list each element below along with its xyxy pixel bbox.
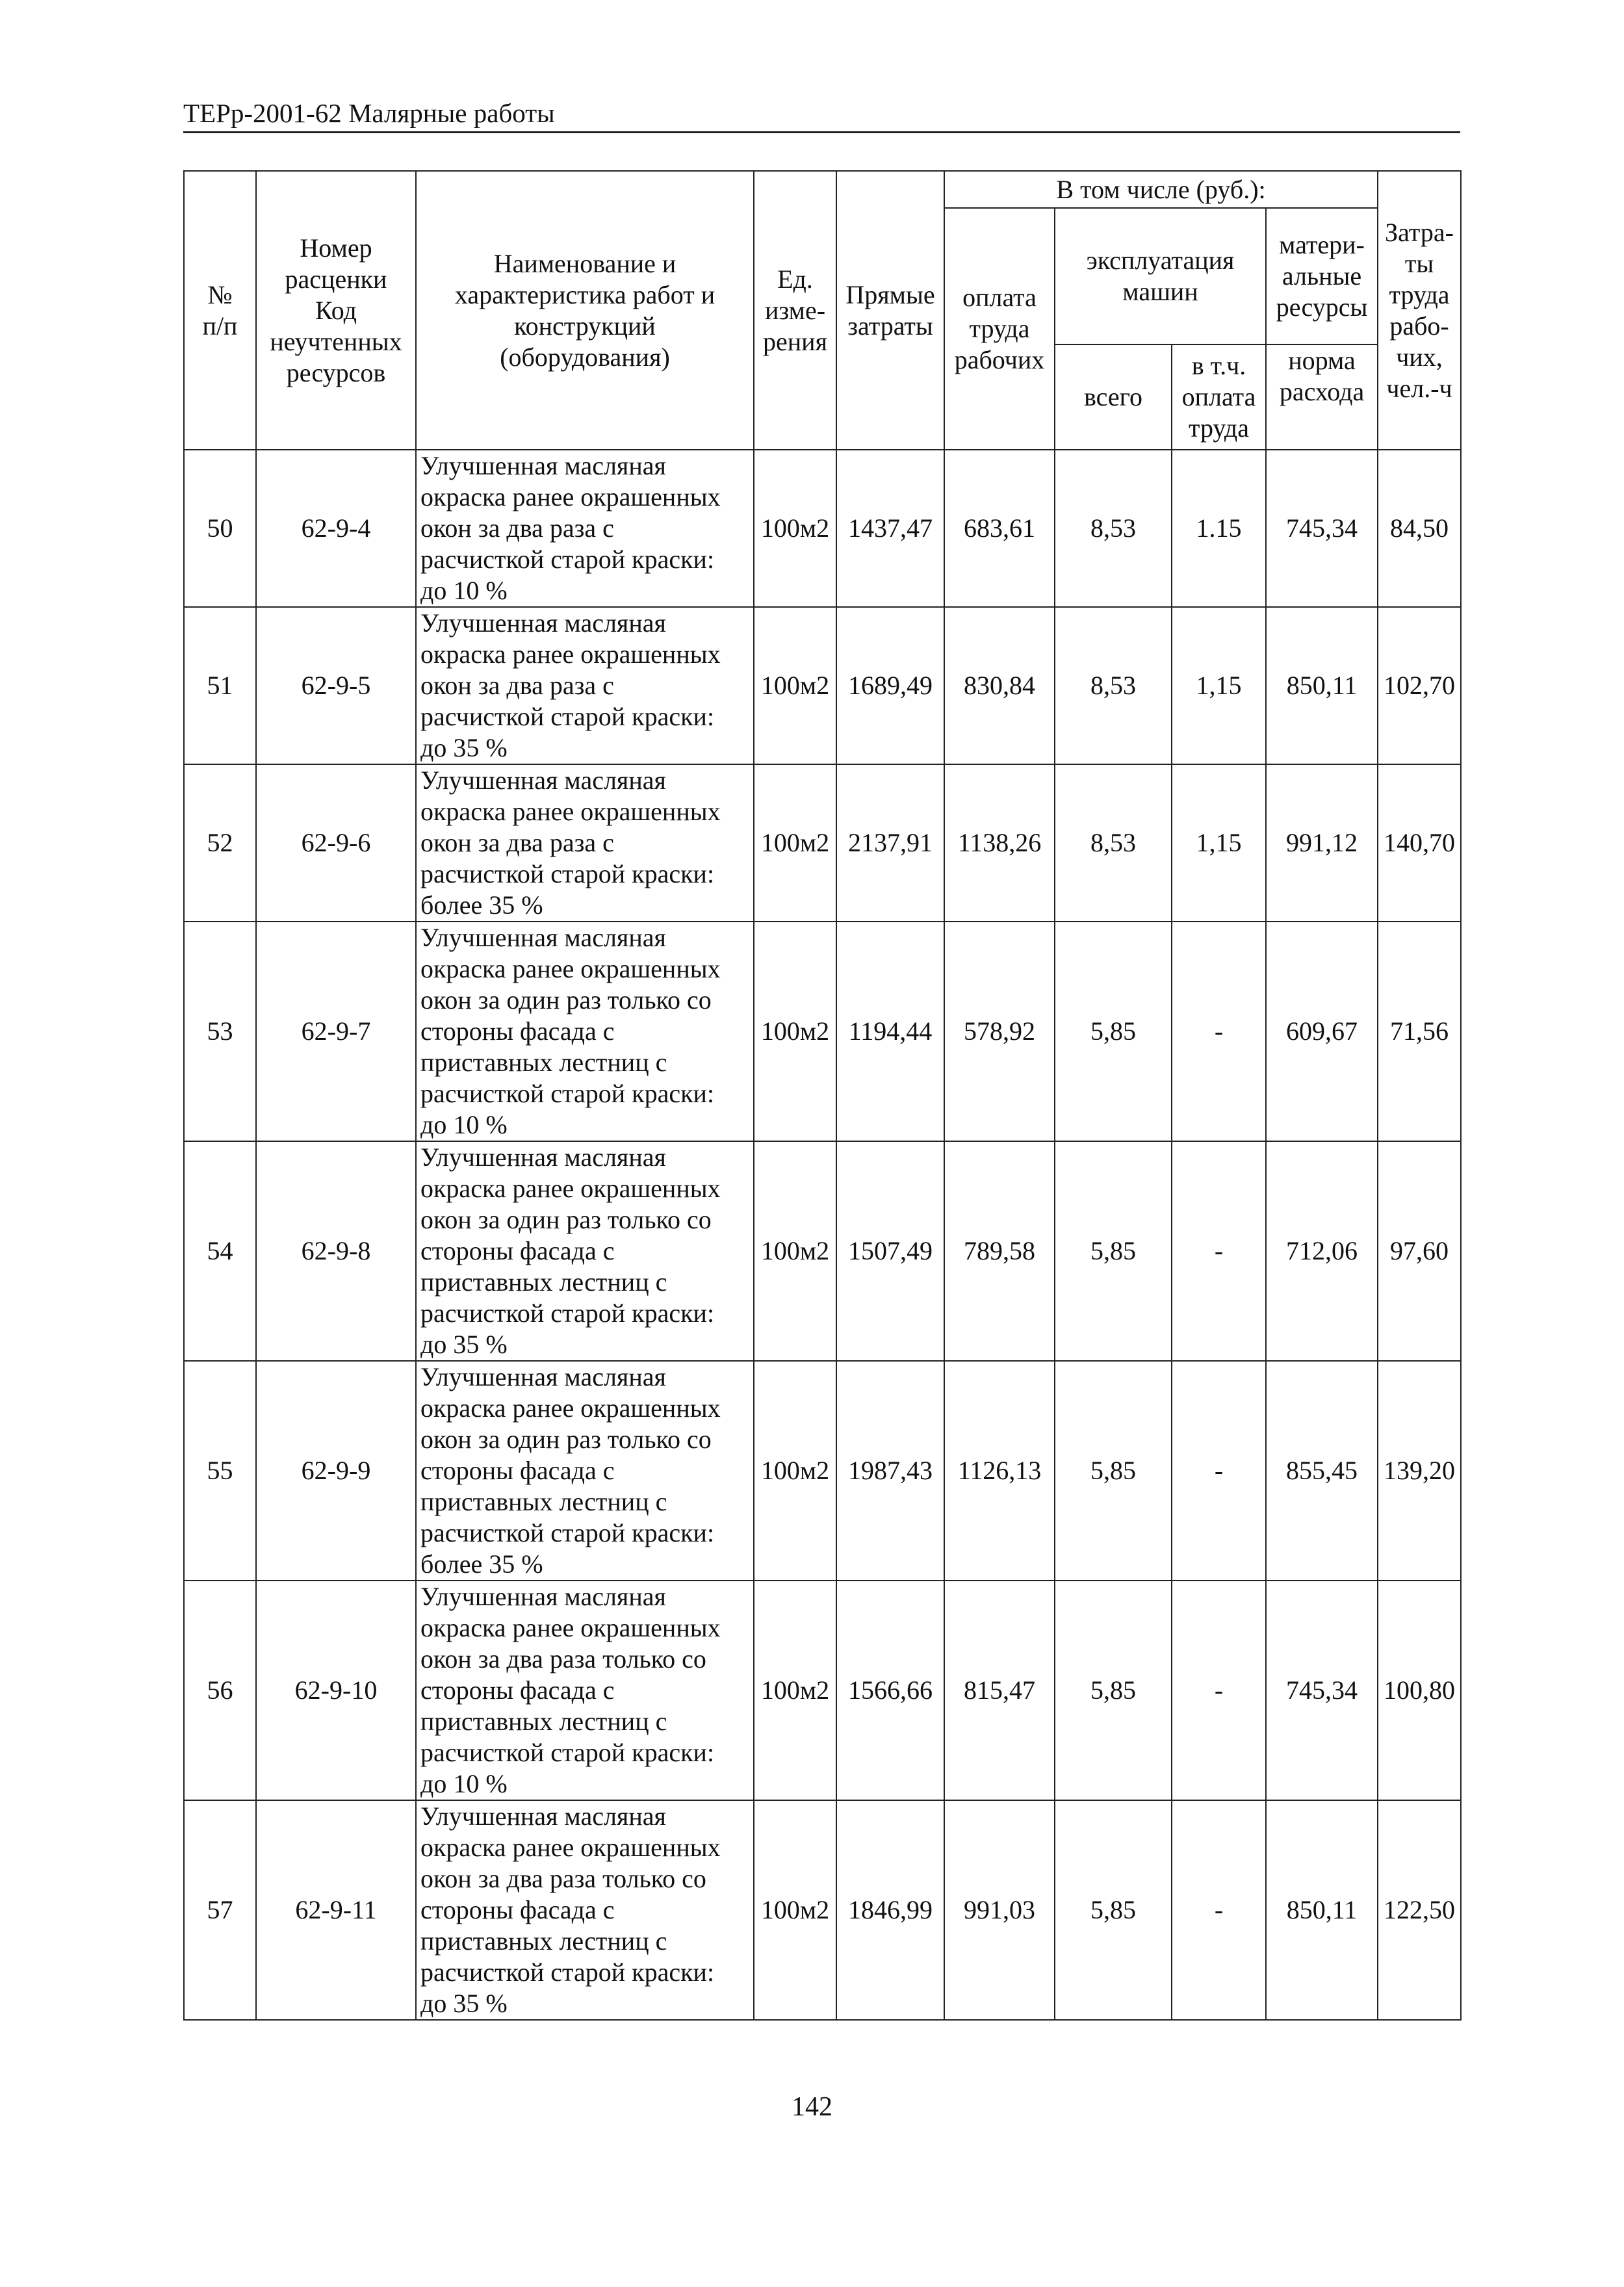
cell-unit: 100м2 <box>754 1581 836 1800</box>
table-row <box>184 1361 1461 1581</box>
cell-unit: 100м2 <box>754 1800 836 2020</box>
cell-direct: 1566,66 <box>836 1581 944 1800</box>
cell-machines-labor: - <box>1172 1361 1266 1581</box>
cell-materials: 850,11 <box>1266 1800 1378 2020</box>
col-header-labor-pay: оплата труда рабочих <box>944 208 1055 450</box>
col-header-name: Наименование и характеристика работ и конструкций (оборудования) <box>416 171 754 450</box>
cell-hours: 102,70 <box>1378 607 1461 764</box>
col-header-machines-total: всего <box>1055 344 1172 450</box>
cell-hours: 71,56 <box>1378 922 1461 1141</box>
cell-hours: 84,50 <box>1378 450 1461 607</box>
header-row-1 <box>184 171 1461 208</box>
cell-machines-labor: - <box>1172 922 1266 1141</box>
cell-num: 54 <box>184 1141 256 1361</box>
cell-code: 62-9-9 <box>256 1361 416 1581</box>
cell-machines-labor: 1,15 <box>1172 764 1266 922</box>
document-title: ТЕРр-2001-62 Малярные работы <box>183 98 555 128</box>
cell-name: Улучшенная масляная окраска ранее окрашенных окон за два раза с расчисткой старой краски: более 35 % <box>416 764 754 922</box>
cell-code: 62-9-5 <box>256 607 416 764</box>
cell-direct: 1987,43 <box>836 1361 944 1581</box>
cell-direct: 1194,44 <box>836 922 944 1141</box>
cell-machines-total: 5,85 <box>1055 922 1172 1141</box>
cell-labor: 1126,13 <box>944 1361 1055 1581</box>
rates-table <box>183 170 1462 2021</box>
cell-code: 62-9-11 <box>256 1800 416 2020</box>
col-header-materials-norm: норма расхода <box>1266 344 1378 450</box>
cell-labor: 578,92 <box>944 922 1055 1141</box>
cell-machines-labor: - <box>1172 1141 1266 1361</box>
cell-machines-total: 8,53 <box>1055 607 1172 764</box>
cell-machines-labor: - <box>1172 1800 1266 2020</box>
cell-unit: 100м2 <box>754 607 836 764</box>
cell-code: 62-9-10 <box>256 1581 416 1800</box>
cell-labor: 815,47 <box>944 1581 1055 1800</box>
table-row <box>184 450 1461 607</box>
cell-direct: 2137,91 <box>836 764 944 922</box>
table-row <box>184 764 1461 922</box>
cell-direct: 1437,47 <box>836 450 944 607</box>
page-header <box>183 97 1460 133</box>
cell-machines-total: 8,53 <box>1055 764 1172 922</box>
cell-code: 62-9-4 <box>256 450 416 607</box>
col-header-materials: матери- альные ресурсы <box>1266 208 1378 344</box>
col-header-machines-incl-labor: в т.ч. оплата труда <box>1172 344 1266 450</box>
cell-num: 50 <box>184 450 256 607</box>
cell-code: 62-9-8 <box>256 1141 416 1361</box>
cell-machines-total: 5,85 <box>1055 1361 1172 1581</box>
cell-code: 62-9-6 <box>256 764 416 922</box>
col-header-unit: Ед. изме- рения <box>754 171 836 450</box>
cell-unit: 100м2 <box>754 450 836 607</box>
col-header-num: № п/п <box>184 171 256 450</box>
cell-materials: 855,45 <box>1266 1361 1378 1581</box>
table-row <box>184 607 1461 764</box>
cell-machines-labor: 1.15 <box>1172 450 1266 607</box>
cell-machines-total: 5,85 <box>1055 1581 1172 1800</box>
cell-name: Улучшенная масляная окраска ранее окрашенных окон за один раз только со стороны фасада с приставных лестниц с расчисткой старой краски: до 10 % <box>416 922 754 1141</box>
table-row <box>184 1141 1461 1361</box>
cell-materials: 745,34 <box>1266 1581 1378 1800</box>
cell-unit: 100м2 <box>754 764 836 922</box>
col-header-machines: эксплуатация машин <box>1055 208 1266 344</box>
rates-table-body <box>184 450 1461 2020</box>
cell-machines-labor: - <box>1172 1581 1266 1800</box>
table-row <box>184 1800 1461 2020</box>
cell-name: Улучшенная масляная окраска ранее окрашенных окон за один раз только со стороны фасада с приставных лестниц с расчисткой старой краски: более 35 % <box>416 1361 754 1581</box>
col-header-code: Номер расценки Код неучтенных ресурсов <box>256 171 416 450</box>
cell-materials: 850,11 <box>1266 607 1378 764</box>
cell-materials: 745,34 <box>1266 450 1378 607</box>
cell-name: Улучшенная масляная окраска ранее окрашенных окон за один раз только со стороны фасада с приставных лестниц с расчисткой старой краски: до 35 % <box>416 1141 754 1361</box>
cell-direct: 1846,99 <box>836 1800 944 2020</box>
col-header-including: В том числе (руб.): <box>944 171 1378 208</box>
cell-materials: 991,12 <box>1266 764 1378 922</box>
cell-labor: 1138,26 <box>944 764 1055 922</box>
cell-labor: 991,03 <box>944 1800 1055 2020</box>
cell-machines-total: 5,85 <box>1055 1141 1172 1361</box>
cell-name: Улучшенная масляная окраска ранее окрашенных окон за два раза только со стороны фасада с приставных лестниц с расчисткой старой краски: до 35 % <box>416 1800 754 2020</box>
table-row <box>184 1581 1461 1800</box>
cell-labor: 683,61 <box>944 450 1055 607</box>
cell-direct: 1689,49 <box>836 607 944 764</box>
cell-hours: 97,60 <box>1378 1141 1461 1361</box>
cell-direct: 1507,49 <box>836 1141 944 1361</box>
cell-name: Улучшенная масляная окраска ранее окрашенных окон за два раза с расчисткой старой краски: до 10 % <box>416 450 754 607</box>
cell-num: 51 <box>184 607 256 764</box>
cell-code: 62-9-7 <box>256 922 416 1141</box>
cell-hours: 140,70 <box>1378 764 1461 922</box>
table-row <box>184 922 1461 1141</box>
cell-hours: 139,20 <box>1378 1361 1461 1581</box>
cell-labor: 789,58 <box>944 1141 1055 1361</box>
cell-num: 55 <box>184 1361 256 1581</box>
col-header-direct-costs: Прямые затраты <box>836 171 944 450</box>
cell-materials: 712,06 <box>1266 1141 1378 1361</box>
col-header-labor-hours: Затра- ты труда рабо- чих, чел.-ч <box>1378 171 1461 450</box>
cell-name: Улучшенная масляная окраска ранее окрашенных окон за два раза только со стороны фасада с приставных лестниц с расчисткой старой краски: до 10 % <box>416 1581 754 1800</box>
cell-machines-total: 8,53 <box>1055 450 1172 607</box>
cell-num: 57 <box>184 1800 256 2020</box>
cell-unit: 100м2 <box>754 1141 836 1361</box>
cell-num: 53 <box>184 922 256 1141</box>
cell-num: 52 <box>184 764 256 922</box>
cell-hours: 122,50 <box>1378 1800 1461 2020</box>
cell-labor: 830,84 <box>944 607 1055 764</box>
cell-name: Улучшенная масляная окраска ранее окрашенных окон за два раза с расчисткой старой краски: до 35 % <box>416 607 754 764</box>
cell-unit: 100м2 <box>754 1361 836 1581</box>
cell-machines-total: 5,85 <box>1055 1800 1172 2020</box>
cell-hours: 100,80 <box>1378 1581 1461 1800</box>
cell-machines-labor: 1,15 <box>1172 607 1266 764</box>
cell-num: 56 <box>184 1581 256 1800</box>
cell-unit: 100м2 <box>754 922 836 1141</box>
page-number: 142 <box>792 2092 832 2122</box>
cell-materials: 609,67 <box>1266 922 1378 1141</box>
